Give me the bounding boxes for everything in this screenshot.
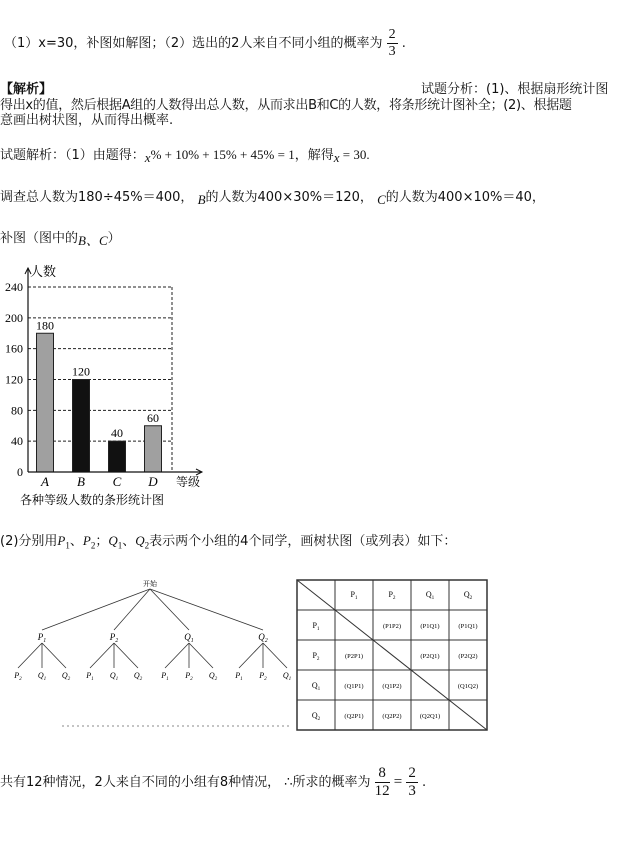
y-tick-label: 40 [11,434,23,449]
x-tick-label-B: B [77,474,85,489]
fill-line [0,227,121,246]
conclusion-num2: 2 [408,765,416,781]
answer-fraction [387,28,398,59]
y-tick-label: 120 [5,372,23,387]
tree-edge [150,589,189,630]
part2-sep2: ； [95,534,109,549]
answer-fraction-num: 2 [388,27,396,42]
table-row-label-P2: $P_2$ [312,651,320,662]
y-tick-label: 160 [5,341,23,356]
table-header-P2: $P_2$ [388,590,396,601]
conclusion-line [0,766,426,799]
part2-q1-sub: 1 [117,540,123,551]
analysis-line2: 得出x的值，然后根据A组的人数得出总人数，从而求出B和C的人数，将条形统计图补全；(2)、根据题 [0,98,572,113]
survey-text1: 调查总人数为180÷45%＝400， [0,190,194,205]
solution-result: = 30. [339,147,370,162]
table-cell: (Q1P2) [382,683,402,690]
part2-p1-sub: 1 [65,540,70,551]
part2-p2: P [82,533,91,548]
conclusion-den: 12 [374,783,390,799]
part2-sep3: 、 [122,534,136,549]
part2-q2: Q [135,533,145,548]
table-cell: (P1Q1) [458,623,478,630]
conclusion-text: 共有12种情况，2人来自不同的小组有8种情况， ∴所求的概率为 [0,775,371,790]
tree-edge [42,643,66,668]
analysis-label: 【解析】 [0,82,53,97]
tree-node-P1: $P_1$ [161,671,169,682]
x-tick-label-D: D [148,474,158,489]
tree-node-P1: $P_1$ [86,671,94,682]
tree-node-Q1: $Q_1$ [37,671,47,682]
y-tick-label: 80 [11,403,23,418]
y-tick-label: 0 [17,465,23,479]
solution-var-x2: x [333,150,340,165]
conclusion-num: 8 [375,766,390,783]
bar-chart [0,262,230,510]
tree-root: 开始 [143,580,157,588]
x-tick-label-C: C [112,474,122,489]
tree-node-Q1: $Q_1$ [109,671,119,682]
bar-C [109,441,126,472]
analysis-line3: 意画出树状图，从而得出概率. [0,113,174,128]
tree-edge [18,643,42,668]
table-header-Q2: $Q_2$ [463,590,473,601]
data-label-D: 60 [147,410,159,425]
bar-D [145,426,162,472]
table-row-label-P1: $P_1$ [312,621,320,632]
tree-node-P1: $P_1$ [235,671,243,682]
table-cell: (P1P2) [382,623,402,630]
answer-text: （1）x=30，补图如解图；（2）选出的2人来自不同小组的概率为 [4,36,383,51]
data-label-C: 40 [111,426,123,441]
chart-title: 各种等级人数的条形统计图 [20,493,165,507]
probability-table [294,577,494,737]
answer-fraction-den: 3 [388,44,396,59]
tree-edge [239,643,263,668]
tree-node-Q2: $Q_2$ [258,632,268,644]
survey-text2: 的人数为400×30%＝120， [205,190,373,205]
tree-diagram [2,572,302,732]
tree-edge [165,643,189,668]
answer-end: . [401,36,406,51]
solution-equation: % + 10% + 15% + 45% = 1，解得 [150,147,334,162]
part2-sep1: 、 [69,534,83,549]
table-cell: (Q1P1) [344,683,364,690]
conclusion-eq: = [393,774,403,790]
table-cell: (Q1Q2) [457,683,479,690]
table-row-label-Q1: $Q_1$ [311,681,321,692]
tree-node-P1: $P_1$ [37,632,47,644]
table-cell: (Q2P2) [382,713,402,720]
tree-node-Q2: $Q_2$ [133,671,143,682]
table-header-P1: $P_1$ [350,590,358,601]
table-cell: (P2Q1) [420,653,440,660]
data-label-B: 120 [72,364,90,379]
table-cell: (Q2P1) [344,713,364,720]
answer-line [4,28,406,59]
tree-edge [90,643,114,668]
chart-bars [37,333,162,472]
bar-B [73,380,90,473]
conclusion-fraction-2 [406,766,418,799]
tree-node-P2: $P_2$ [185,671,193,682]
survey-line [0,186,545,205]
table-cell: (P1Q1) [420,623,440,630]
tree-node-Q1: $Q_1$ [282,671,292,682]
table-header-Q1: $Q_1$ [425,590,435,601]
fill-end: ） [107,231,121,246]
conclusion-den2: 3 [408,783,416,799]
part2-q1: Q [108,533,118,548]
solution-line [0,144,370,163]
chart-labels [5,264,200,507]
part2-q2-sub: 2 [144,540,150,551]
part2-p2-sub: 2 [90,540,96,551]
survey-text3: 的人数为400×10%＝40， [385,190,545,205]
part2-line [0,530,456,551]
tree-edge [42,589,150,630]
tree-node-P2: $P_2$ [259,671,267,682]
y-tick-label: 200 [5,310,23,325]
part2-text1: (2)分别用 [0,534,58,549]
tree-edge [263,643,287,668]
table-cell: (Q2Q1) [419,713,441,720]
y-axis-label: 人数 [30,264,57,279]
tree-node-Q2: $Q_2$ [208,671,218,682]
conclusion-fraction-1 [375,766,390,799]
part2-text2: 表示两个小组的4个同学，画树状图（或列表）如下： [149,534,457,549]
fill-vars: B、C [78,233,108,248]
tree-edge [189,643,213,668]
tree-node-Q1: $Q_1$ [184,632,194,644]
table-cell: (P2P1) [344,653,364,660]
survey-var-b: B [197,192,206,207]
conclusion-end: . [422,775,427,790]
tree-edge [150,589,263,630]
tree-edge [114,643,138,668]
part2-p1: P [57,533,66,548]
x-axis-label: 等级 [176,475,201,489]
table-row-label-Q2: $Q_2$ [311,711,321,722]
tree-node-P2: $P_2$ [109,632,119,644]
tree-edge [114,589,150,630]
data-label-A: 180 [36,318,54,333]
tree-node-P2: $P_2$ [14,671,22,682]
fill-text: 补图（图中的 [0,231,79,246]
y-tick-label: 240 [5,280,23,294]
table-cell: (P2Q2) [458,653,478,660]
bar-A [37,333,54,472]
solution-label: 试题解析：（1）由题得： [0,148,145,163]
x-tick-label-A: A [41,474,49,489]
tree-node-Q2: $Q_2$ [61,671,71,682]
survey-var-c: C [377,192,386,207]
solution-var-x: x [144,150,151,165]
analysis-intro: 试题分析：(1)、根据扇形统计图 [421,82,609,97]
